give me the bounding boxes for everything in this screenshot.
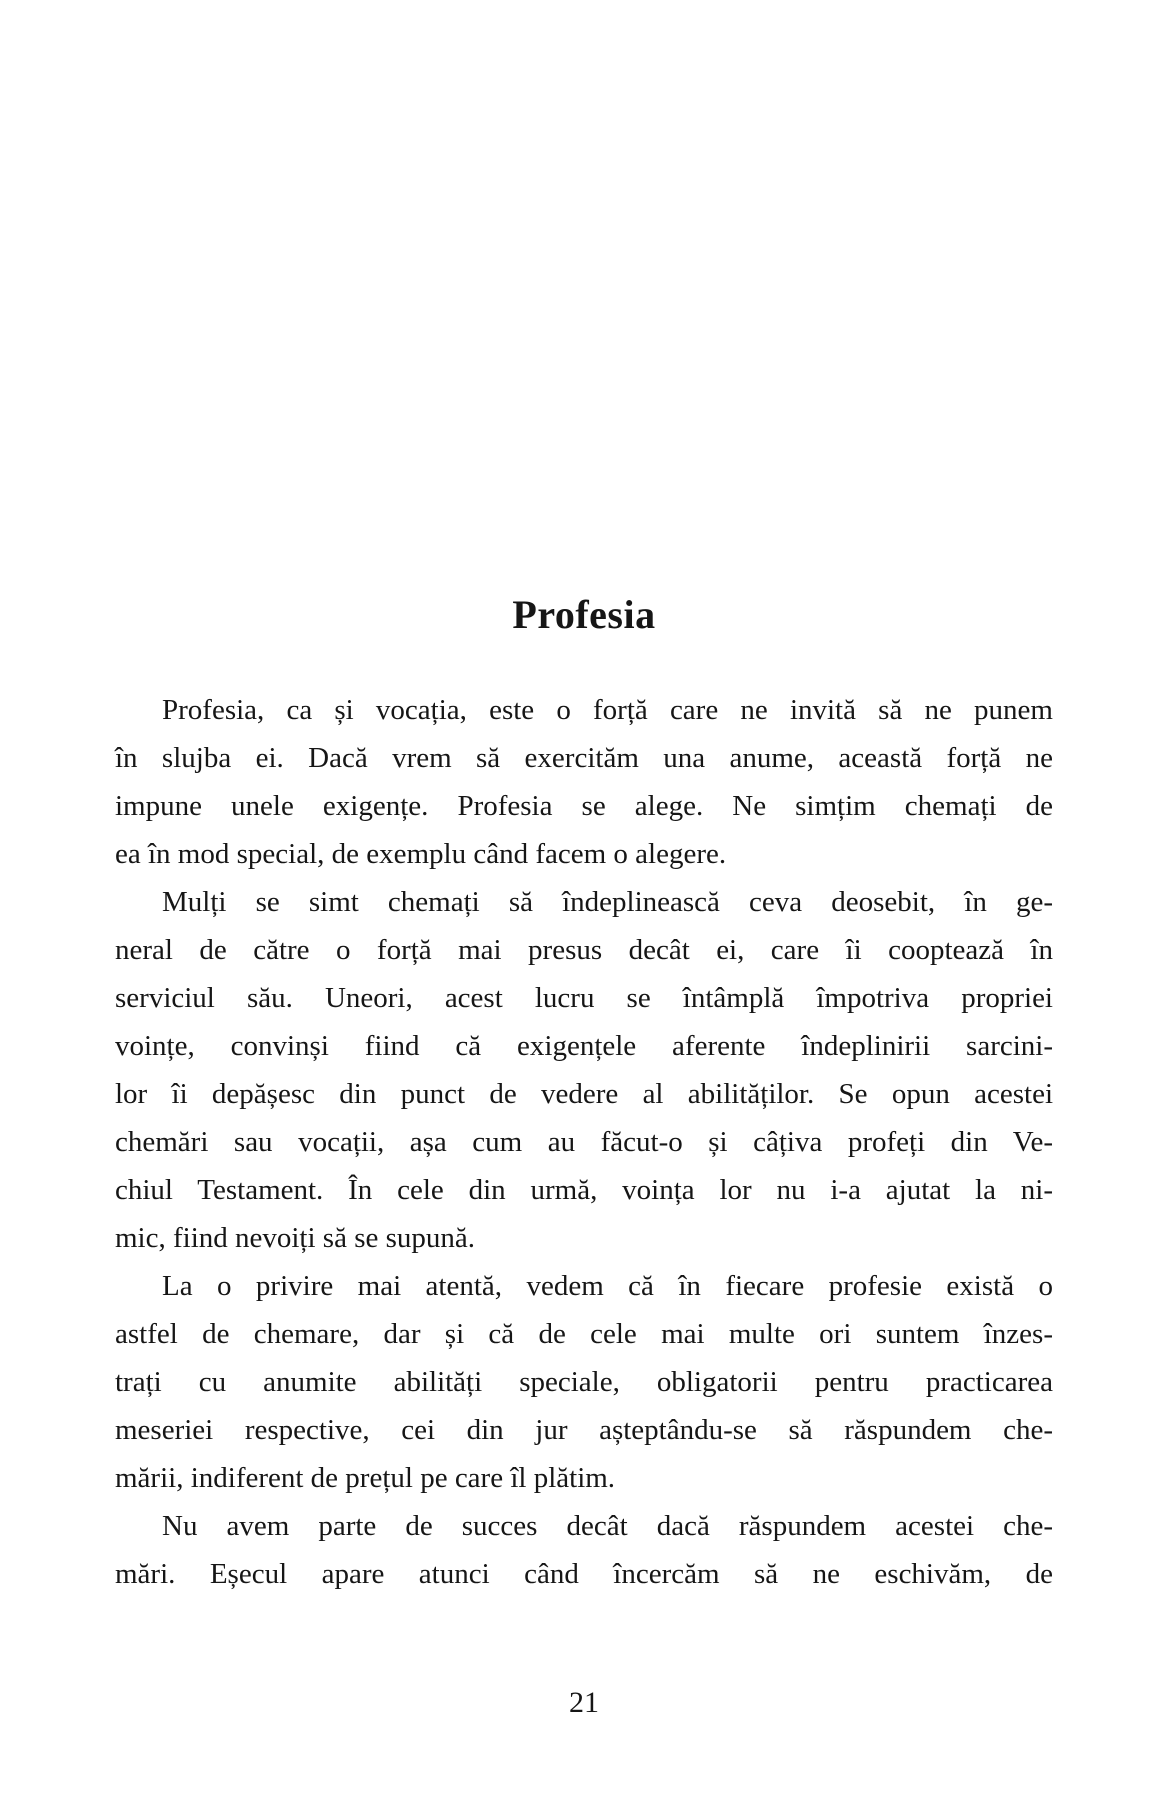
text-line: trați cu anumite abilități speciale, obligatorii pentru practicarea bbox=[115, 1366, 1053, 1398]
text-line: chiul Testament. În cele din urmă, voința lor nu i-a ajutat la ni- bbox=[115, 1174, 1053, 1206]
paragraphs bbox=[115, 686, 1053, 1598]
text-line: Nu avem parte de succes decât dacă răspundem acestei che- bbox=[162, 1510, 1053, 1542]
text-line: mări. Eșecul apare atunci când încercăm să ne eschivăm, de bbox=[115, 1558, 1053, 1590]
text-line: La o privire mai atentă, vedem că în fiecare profesie există o bbox=[162, 1270, 1053, 1302]
text-line: mic, fiind nevoiți să se supună. bbox=[115, 1222, 476, 1254]
text-line: voințe, convinși fiind că exigențele aferente îndeplinirii sarcini- bbox=[115, 1030, 1053, 1062]
top-margin bbox=[115, 0, 1053, 590]
page-number: 21 bbox=[569, 1686, 599, 1719]
text-line: neral de către o forță mai presus decât ei, care îi cooptează în bbox=[115, 934, 1053, 966]
text-line: în slujba ei. Dacă vrem să exercităm una anume, această forță ne bbox=[115, 742, 1053, 774]
text-column bbox=[115, 0, 1053, 1727]
text-line: meseriei respective, cei din jur așteptându-se să răspundem che- bbox=[115, 1414, 1053, 1446]
text-line: impune unele exigențe. Profesia se alege. Ne simțim chemați de bbox=[115, 790, 1053, 822]
text-line: lor îi depășesc din punct de vedere al abilităților. Se opun acestei bbox=[115, 1078, 1053, 1110]
text-line: Profesia, ca și vocația, este o forță care ne invită să ne punem bbox=[162, 694, 1053, 726]
text-line: ea în mod special, de exemplu când facem o alegere. bbox=[115, 838, 727, 870]
text-line: serviciul său. Uneori, acest lucru se întâmplă împotriva propriei bbox=[115, 982, 1053, 1014]
chapter-title: Profesia bbox=[512, 592, 656, 637]
text-line: Mulți se simt chemați să îndeplinească ceva deosebit, în ge- bbox=[162, 886, 1053, 918]
text-line: mării, indiferent de prețul pe care îl plătim. bbox=[115, 1462, 616, 1494]
text-line: chemări sau vocații, așa cum au făcut-o și câțiva profeți din Ve- bbox=[115, 1126, 1053, 1158]
text-line: astfel de chemare, dar și că de cele mai multe ori suntem înzes- bbox=[115, 1318, 1053, 1350]
